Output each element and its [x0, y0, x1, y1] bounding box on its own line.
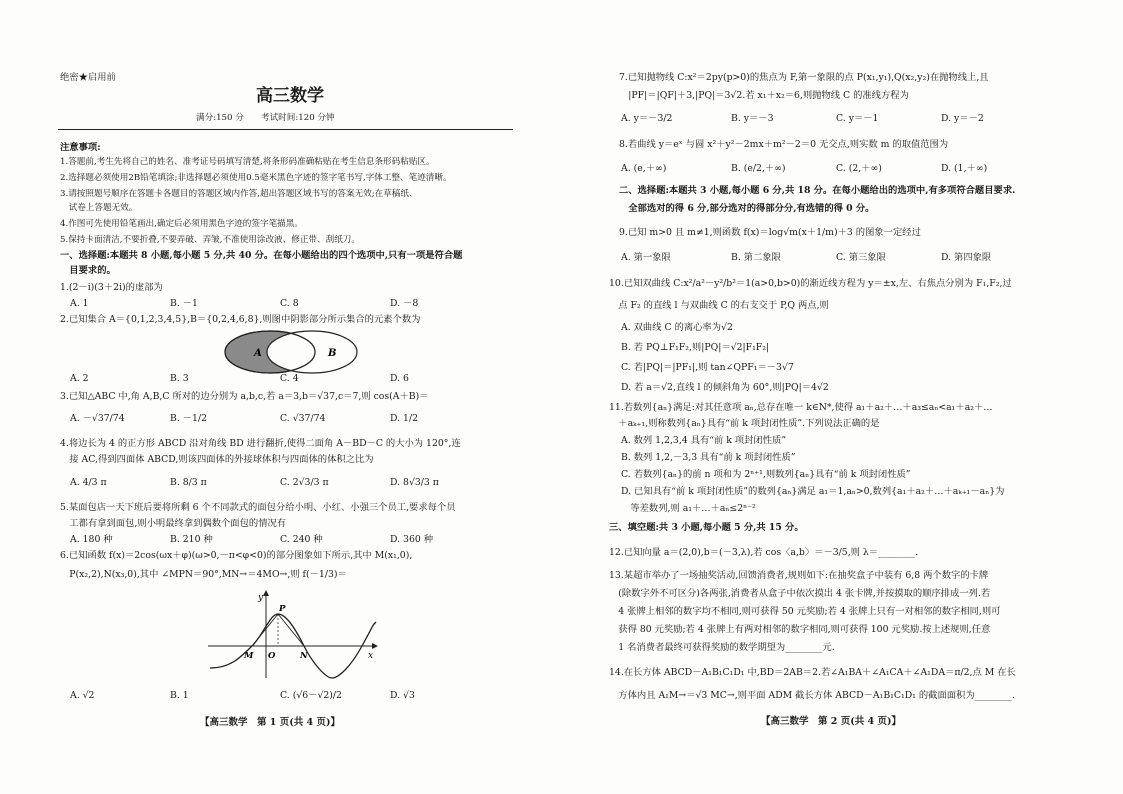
q5-option-c: C. 240 种: [280, 534, 323, 545]
q8-option-c: C. (2,＋∞): [836, 163, 882, 174]
question-9: 9.已知 m>0 且 m≠1,则函数 f(x)＝log√m(x＋1/m)＋3 的图象一定经过: [619, 227, 921, 238]
y-axis-label: y: [258, 593, 264, 603]
page-footer: 【高三数学 第 2 页(共 4 页)】: [761, 716, 901, 727]
confidential-mark: 绝密★启用前: [60, 72, 116, 83]
venn-diagram: [220, 328, 370, 376]
q7-option-b: B. y＝－3: [731, 113, 774, 124]
q5-option-a: A. 180 种: [70, 534, 113, 545]
q3-option-d: D. 1/2: [390, 413, 418, 424]
q7-option-a: A. y＝－3/2: [621, 113, 673, 124]
q5-option-d: D. 360 种: [390, 534, 434, 545]
notice-item: 1.答题前,考生先将自己的姓名、准考证号码填写清楚,将条形码准确粘贴在考生信息条形码粘贴区。: [60, 157, 435, 167]
header-divider: [58, 129, 513, 130]
venn-label-a: A: [254, 348, 262, 359]
q9-option-d: D. 第四象限: [941, 252, 992, 263]
q10-option-d: D. 若 a＝√2,直线 l 的倾斜角为 60°,则|PQ|＝4√2: [621, 382, 829, 393]
q3-option-c: C. √37/74: [280, 413, 326, 424]
cosine-graph: [200, 588, 380, 680]
origin-label: O: [268, 651, 276, 661]
q8-option-d: D. (1,＋∞): [941, 163, 988, 174]
section-2-heading-cont: 全部选对的得 6 分,部分选对的得部分分,有选错的得 0 分。: [619, 203, 875, 214]
q1-option-a: A. 1: [70, 298, 89, 309]
q3-option-b: B. －1/2: [170, 413, 208, 424]
question-7-cont: |PF|＝|QF|＋3,|PQ|＝3√2.若 x₁＋x₂＝6,则抛物线 C 的准线方程为: [619, 90, 909, 101]
q10-option-a: A. 双曲线 C 的离心率为√2: [621, 322, 733, 333]
q10-option-b: B. 若 PQ⊥F₁F₂,则|PQ|＝√2|F₁F₂|: [621, 342, 770, 353]
q7-option-d: D. y＝－2: [941, 113, 984, 124]
q4-option-d: D. 8√3/3 π: [390, 477, 439, 488]
q9-option-c: C. 第三象限: [836, 252, 886, 263]
q7-option-c: C. y＝－1: [836, 113, 879, 124]
q9-option-b: B. 第二象限: [731, 252, 781, 263]
question-8: 8.若曲线 y＝eˣ 与圆 x²＋y²－2mx＋m²－2＝0 无交点,则实数 m 的取值范围为: [619, 139, 949, 150]
question-11: 11.若数列{aₙ}满足:对其任意项 aₙ,总存在唯一 k∈N*,使得 a₁＋a₂＋…＋a₃≤aₙ<a₁＋a₂＋…: [609, 402, 993, 413]
section-1-heading: 一、选择题:本题共 8 小题,每小题 5 分,共 40 分。在每小题给出的四个选项中,只有一项是符合题: [60, 250, 463, 261]
question-6: 6.已知函数 f(x)＝2cos(ωx＋φ)(ω>0,－π<φ<0)的部分图象如下所示,其中 M(x₁,0),: [60, 550, 413, 561]
question-13-line-2: (除数字外不可区分)各两张,消费者从盒子中依次摸出 4 张卡牌,并按摸取的顺序排成一列.若: [609, 588, 991, 599]
point-m-label: M: [244, 651, 254, 661]
notice-item: 试卷上答题无效。: [60, 203, 138, 213]
q11-option-a: A. 数列 1,2,3,4 具有“前 k 项封闭性质”: [621, 435, 787, 446]
question-11-cont: ＋aₖ₊₁,则称数列{aₙ}具有“前 k 项封闭性质”.下列说法正确的是: [609, 418, 880, 429]
question-4-cont: 接 AC,得到四面体 ABCD,则该四面体的外接球体积与四面体的体积之比为: [60, 454, 374, 465]
q10-option-c: C. 若|PQ|＝|PF₁|,则 tan∠QPF₁＝－3√7: [621, 362, 794, 373]
question-7: 7.已知抛物线 C:x²＝2py(p>0)的焦点为 F,第一象限的点 P(x₁,y₁),Q(x₂,y₂)在抛物线上,且: [619, 72, 989, 83]
question-2: 2.已知集合 A＝{0,1,2,3,4,5},B＝{0,2,4,6,8},则图中阴影部分所示集合的元素个数为: [60, 314, 421, 325]
q2-option-d: D. 6: [390, 373, 409, 384]
question-3: 3.已知△ABC 中,角 A,B,C 所对的边分别为 a,b,c,若 a＝3,b＝√37,c＝7,则 cos(A＋B)＝: [60, 391, 429, 402]
question-14: 14.在长方体 ABCD－A₁B₁C₁D₁ 中,BD＝2AB＝2.若∠A₁BA＋∠A₁CA＋∠A₁DA＝π/2,点 M 在长: [609, 667, 1016, 678]
q2-option-b: B. 3: [170, 373, 189, 384]
exam-meta: 满分:150 分 考试时间:120 分钟: [196, 113, 335, 123]
question-6-cont: P(x₂,2),N(x₃,0),其中 ∠MPN＝90°,MN→＝4MO→,则 f(－1/3)＝: [60, 569, 347, 580]
page-footer: 【高三数学 第 1 页(共 4 页)】: [200, 717, 340, 728]
question-1: 1.(2－i)(3＋2i)的虚部为: [60, 282, 163, 293]
q1-option-b: B. －1: [170, 298, 198, 309]
q9-option-a: A. 第一象限: [621, 252, 671, 263]
q4-option-a: A. 4/3 π: [70, 477, 107, 488]
section-1-heading-cont: 目要求的。: [60, 265, 116, 276]
question-10-cont: 点 F₂ 的直线 l 与双曲线 C 的右支交于 P,Q 两点,则: [609, 300, 829, 311]
q4-option-c: C. 2√3/3 π: [280, 477, 329, 488]
segment-mp: [252, 614, 278, 646]
venn-label-b: B: [328, 348, 337, 359]
exam-page-1: [0, 0, 561, 794]
question-5-cont: 工都有拿到面包,则小明最终拿到偶数个面包的情况有: [60, 518, 287, 529]
question-14-cont: 方体内且 A₁M→＝√3 MC→,则平面 ADM 截长方体 ABCD－A₁B₁C₁D₁ 的截面面积为________.: [609, 690, 1015, 701]
q8-option-a: A. (e,＋∞): [621, 163, 667, 174]
q1-option-c: C. 8: [280, 298, 299, 309]
question-10: 10.已知双曲线 C:x²/a²－y²/b²＝1(a>0,b>0)的渐近线方程为 y＝±x,左、右焦点分别为 F₁,F₂,过: [609, 278, 1012, 289]
q8-option-b: B. (e/2,＋∞): [731, 163, 786, 174]
exam-page-2: [561, 0, 1123, 794]
point-n-label: N: [300, 651, 308, 661]
q2-option-a: A. 2: [70, 373, 89, 384]
notice-item: 3.请按照题号顺序在答题卡各题目的答题区域内作答,超出答题区域书写的答案无效;在草稿纸、: [60, 189, 418, 199]
notice-item: 2.选择题必须使用2B铅笔填涂;非选择题必须使用0.5毫米黑色字迹的签字笔书写,字体工整、笔迹清晰。: [60, 173, 452, 183]
notice-item: 5.保持卡面清洁,不要折叠,不要弄破、弄皱,不准使用涂改液、修正带、刮纸刀。: [60, 235, 360, 245]
q11-option-c: C. 若数列{aₙ}的前 n 项和为 2ⁿ⁺¹,则数列{aₙ}具有“前 k 项封闭性质”: [621, 469, 911, 480]
q3-option-a: A. －√37/74: [70, 413, 125, 424]
question-13-line-5: 1 名消费者最终可获得奖励的数学期望为________元.: [609, 642, 835, 653]
q1-option-d: D. －8: [390, 298, 419, 309]
q6-option-b: B. 1: [170, 690, 189, 701]
section-2-heading: 二、选择题:本题共 3 小题,每小题 6 分,共 18 分。在每小题给出的选项中,有多项符合题目要求.: [619, 185, 1016, 196]
q4-option-b: B. 8/3 π: [170, 477, 207, 488]
question-5: 5.某面包店一天下班后要将所剩 6 个不同款式的面包分给小明、小红、小强三个员工,要求每个员: [60, 502, 456, 513]
q6-option-c: C. (√6－√2)/2: [280, 690, 342, 701]
q11-option-d: D. 已知具有“前 k 项封闭性质”的数列{aₙ}满足 a₁＝1,aₙ>0,数列{a₁＋a₂＋…＋aₖ₊₁－aₙ}为: [621, 486, 1005, 497]
q11-option-d-cont: 等差数列,则 a₁＋…＋aₙ≤2ⁿ⁻²: [621, 503, 756, 514]
page-title: 高三数学: [256, 86, 324, 106]
segment-pn: [278, 614, 304, 646]
point-p-label: P: [279, 604, 286, 614]
question-13-line-4: 获得 80 元奖励;若 4 张牌上有两对相邻的数字相同,则可获得 100 元奖励.按上述规则,任意: [609, 624, 991, 635]
section-3-heading: 三、填空题:共 3 小题,每小题 5 分,共 15 分。: [609, 522, 804, 533]
question-13-line-3: 4 张牌上相邻的数字均不相同,则可获得 50 元奖励;若 4 张牌上只有一对相邻的数字相同,则可: [609, 606, 1001, 617]
question-12: 12.已知向量 a＝(2,0),b＝(－3,λ),若 cos〈a,b〉＝－3/5,则 λ＝________.: [609, 547, 919, 558]
notice-item: 4.作图可先使用铅笔画出,确定后必须用黑色字迹的签字笔描黑。: [60, 219, 303, 229]
notice-heading: 注意事项:: [60, 142, 101, 153]
x-axis-label: x: [368, 651, 374, 661]
q2-option-c: C. 4: [280, 373, 299, 384]
question-4: 4.将边长为 4 的正方形 ABCD 沿对角线 BD 进行翻折,使得二面角 A－BD－C 的大小为 120°,连: [60, 438, 461, 449]
question-13: 13.某超市举办了一场抽奖活动,回馈消费者,规则如下:在抽奖盒子中装有 6,8 两个数字的卡牌: [609, 570, 989, 581]
q6-option-d: D. √3: [390, 690, 415, 701]
q6-option-a: A. √2: [70, 690, 95, 701]
q5-option-b: B. 210 种: [170, 534, 213, 545]
q11-option-b: B. 数列 1,2,－3,3 具有“前 k 项封闭性质”: [621, 452, 796, 463]
